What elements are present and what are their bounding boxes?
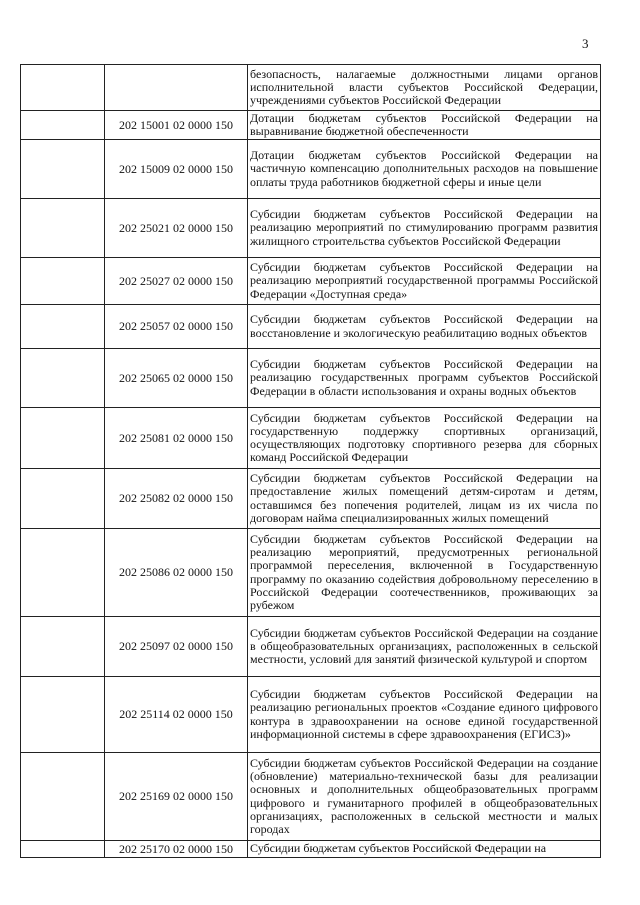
blank-cell (21, 617, 105, 677)
code-cell: 202 25114 02 0000 150 (105, 677, 248, 753)
code-cell (105, 65, 248, 111)
description-cell: Субсидии бюджетам субъектов Российской Федерации на реализацию региональных проектов «Создание единого цифрового контура в здравоохранении на основе единой государственной информационной системы в сфере здравоохранения (ЕГИСЗ)» (248, 677, 601, 753)
description-cell: безопасность, налагаемые должностными лицами органов исполнительной власти субъектов Российской Федерации, учреждениями субъектов Российской Федерации (248, 65, 601, 111)
blank-cell (21, 529, 105, 617)
table-row (21, 753, 601, 841)
table-row (21, 65, 601, 111)
code-cell: 202 25169 02 0000 150 (105, 753, 248, 841)
table-row (21, 841, 601, 858)
blank-cell (21, 469, 105, 529)
blank-cell (21, 408, 105, 469)
table-row (21, 258, 601, 305)
blank-cell (21, 140, 105, 199)
code-cell: 202 25086 02 0000 150 (105, 529, 248, 617)
table-row (21, 529, 601, 617)
blank-cell (21, 677, 105, 753)
code-cell: 202 25021 02 0000 150 (105, 199, 248, 258)
table-row (21, 349, 601, 408)
blank-cell (21, 258, 105, 305)
description-cell: Дотации бюджетам субъектов Российской Федерации на частичную компенсацию дополнительных расходов на повышение оплаты труда работников бюджетной сферы и иные цели (248, 140, 601, 199)
table-row (21, 617, 601, 677)
blank-cell (21, 753, 105, 841)
code-cell: 202 25097 02 0000 150 (105, 617, 248, 677)
blank-cell (21, 305, 105, 349)
blank-cell (21, 199, 105, 258)
description-cell: Субсидии бюджетам субъектов Российской Федерации на государственную поддержку спортивных организаций, осуществляющих подготовку спортивного резерва для сборных команд Российской Федерации (248, 408, 601, 469)
description-cell: Субсидии бюджетам субъектов Российской Федерации на предоставление жилых помещений детям-сиротам и детям, оставшимся без попечения родителей, лицам из их числа по договорам найма специализированных жилых помещений (248, 469, 601, 529)
blank-cell (21, 65, 105, 111)
table-row (21, 408, 601, 469)
code-cell: 202 25057 02 0000 150 (105, 305, 248, 349)
code-cell: 202 25082 02 0000 150 (105, 469, 248, 529)
description-cell: Субсидии бюджетам субъектов Российской Федерации на создание в общеобразовательных организациях, расположенных в сельской местности, условий для занятий физической культурой и спортом (248, 617, 601, 677)
code-cell: 202 15009 02 0000 150 (105, 140, 248, 199)
table-row (21, 469, 601, 529)
table-row (21, 199, 601, 258)
description-cell: Субсидии бюджетам субъектов Российской Федерации на восстановление и экологическую реабилитацию водных объектов (248, 305, 601, 349)
description-cell: Субсидии бюджетам субъектов Российской Федерации на создание (обновление) материально-технической базы для реализации основных и дополнительных общеобразовательных программ цифрового и гуманитарного профилей в общеобразовательных организациях, расположенных в сельской местности и малых городах (248, 753, 601, 841)
code-cell: 202 25065 02 0000 150 (105, 349, 248, 408)
description-cell: Субсидии бюджетам субъектов Российской Федерации на реализацию мероприятий, предусмотренных региональной программой переселения, включенной в Государственную программу по оказанию содействия добровольному переселению в Российской Федерации соотечественников, проживающих за рубежом (248, 529, 601, 617)
table-row (21, 140, 601, 199)
blank-cell (21, 349, 105, 408)
blank-cell (21, 111, 105, 140)
page-number: 3 (582, 36, 589, 51)
description-cell: Субсидии бюджетам субъектов Российской Федерации на реализацию мероприятий государственной программы Российской Федерации «Доступная среда» (248, 258, 601, 305)
description-cell: Субсидии бюджетам субъектов Российской Федерации на реализацию государственных программ субъектов Российской Федерации в области использования и охраны водных объектов (248, 349, 601, 408)
code-cell: 202 15001 02 0000 150 (105, 111, 248, 140)
table-row (21, 111, 601, 140)
code-cell: 202 25081 02 0000 150 (105, 408, 248, 469)
budget-codes-table (20, 64, 601, 858)
code-cell: 202 25170 02 0000 150 (105, 841, 248, 858)
code-cell: 202 25027 02 0000 150 (105, 258, 248, 305)
table-row (21, 305, 601, 349)
table-row (21, 677, 601, 753)
description-cell: Субсидии бюджетам субъектов Российской Федерации на (248, 841, 601, 858)
description-cell: Дотации бюджетам субъектов Российской Федерации на выравнивание бюджетной обеспеченности (248, 111, 601, 140)
blank-cell (21, 841, 105, 858)
description-cell: Субсидии бюджетам субъектов Российской Федерации на реализацию мероприятий по стимулированию программ развития жилищного строительства субъектов Российской Федерации (248, 199, 601, 258)
